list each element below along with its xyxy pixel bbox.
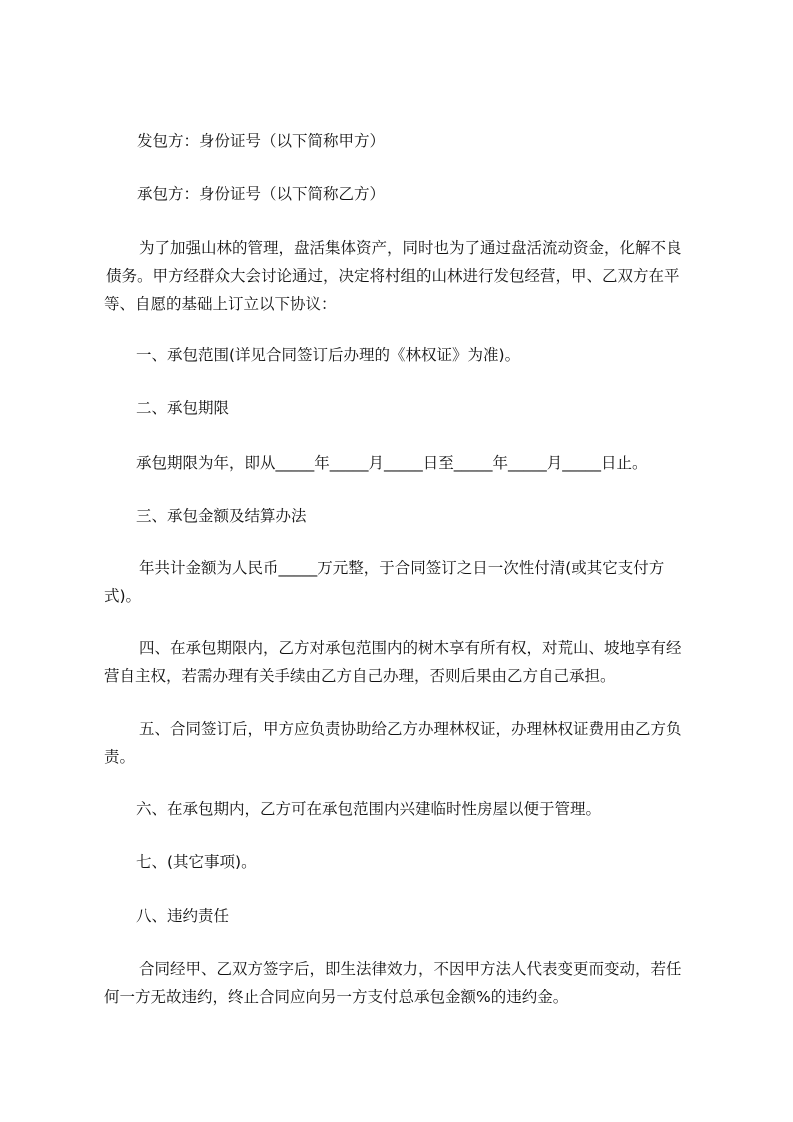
section-8-body bbox=[0, 955, 682, 1011]
intro-line-3: 等、自愿的基础上订立以下协议： bbox=[104, 295, 337, 313]
section-2-body: 承包期限为年，即从_____年_____月_____日至_____年_____月_____日止。 bbox=[136, 454, 648, 472]
section-5 bbox=[0, 715, 682, 771]
intro-line-1: 为了加强山林的管理，盘活集体资产，同时也为了通过盘活流动资金，化解不良 bbox=[139, 239, 682, 257]
section-4 bbox=[0, 634, 682, 690]
section-8-title: 八、违约责任 bbox=[136, 907, 230, 925]
section-4-line-1: 四、在承包期限内，乙方对承包范围内的树木享有所有权，对荒山、坡地享有经 bbox=[139, 639, 682, 657]
section-1: 一、承包范围(详见合同签订后办理的《林权证》为准)。 bbox=[136, 346, 521, 364]
intro-line-2: 债务。甲方经群众大会讨论通过，决定将村组的山林进行发包经营，甲、乙双方在平 bbox=[106, 267, 680, 285]
section-8-line-1: 合同经甲、乙双方签字后，即生法律效力，不因甲方法人代表变更而变动，若任 bbox=[139, 960, 682, 978]
section-3-body bbox=[0, 554, 664, 610]
party-a-line: 发包方：身份证号（以下简称甲方） bbox=[137, 132, 386, 150]
party-b-line: 承包方：身份证号（以下简称乙方） bbox=[137, 185, 386, 203]
section-8-line-2: 何一方无故违约，终止合同应向另一方支付总承包金额%的违约金。 bbox=[104, 988, 569, 1006]
section-3-line-2: 式)。 bbox=[104, 587, 142, 605]
section-7: 七、(其它事项)。 bbox=[136, 853, 257, 871]
section-5-line-1: 五、合同签订后，甲方应负责协助给乙方办理林权证，办理林权证费用由乙方负 bbox=[139, 720, 682, 738]
section-4-line-2: 营自主权，若需办理有关手续由乙方自己办理，否则后果由乙方自己承担。 bbox=[104, 667, 616, 685]
section-6: 六、在承包期内，乙方可在承包范围内兴建临时性房屋以便于管理。 bbox=[136, 800, 602, 818]
section-2-title: 二、承包期限 bbox=[136, 399, 230, 417]
section-5-line-2: 责。 bbox=[104, 748, 136, 766]
section-3-title: 三、承包金额及结算办法 bbox=[136, 507, 307, 525]
intro-paragraph bbox=[0, 234, 682, 318]
section-3-line-1: 年共计金额为人民币_____万元整，于合同签订之日一次性付清(或其它支付方 bbox=[139, 559, 665, 577]
